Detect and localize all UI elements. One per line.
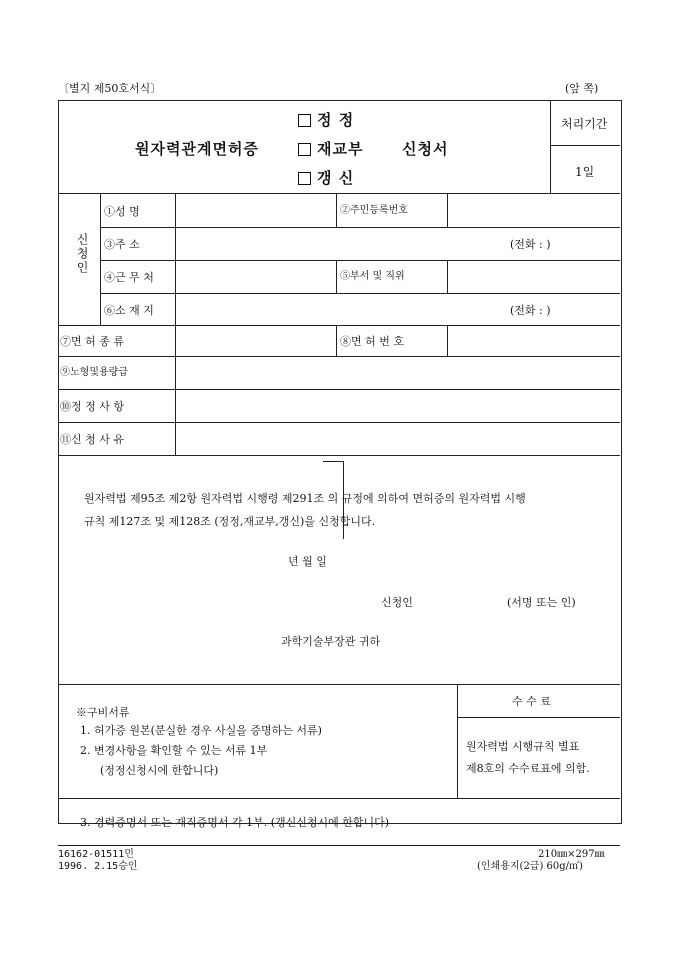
address-field[interactable] (178, 231, 498, 257)
reactor-capacity-field[interactable] (178, 360, 616, 386)
dept-position-field[interactable] (450, 264, 616, 290)
license-type-label: ⑦면 허 종 류 (60, 335, 124, 348)
signature-note: (서명 또는 인) (507, 596, 576, 609)
paper-size: 210㎜×297㎜ (538, 849, 605, 860)
form-title: 원자력관계면허증 (135, 140, 259, 158)
paper-spec: (인쇄용지(2급) 60g/㎡) (477, 861, 583, 872)
fee-line-1: 원자력법 시행규칙 별표 (466, 740, 580, 753)
reason-label: ⑪신 청 사 유 (60, 433, 124, 446)
workplace-field[interactable] (178, 264, 332, 290)
fee-title: 수 수 료 (512, 695, 551, 708)
option-reissue[interactable]: 재교부 (298, 142, 363, 157)
statement-line-1: 원자력법 제95조 제2항 원자력법 시행령 제291조 의 규정에 의하여 면허증의 원자력법 시행 (84, 492, 526, 505)
correction-field[interactable] (178, 393, 616, 419)
fee-line-2: 제8호의 수수료표에 의함. (466, 762, 590, 775)
workplace-label: ④근 무 처 (104, 271, 154, 284)
required-doc-3: 3. 경력증명서 또는 재직증명서 각 1부. (갱신신청시에 한합니다) (80, 816, 390, 829)
reactor-capacity-label: ⑨노형및용량급 (60, 367, 128, 378)
recipient: 과학기술부장관 귀하 (281, 635, 381, 648)
processing-period-value: 1일 (575, 165, 595, 179)
statement-line-2: 규칙 제127조 및 제128조 (정정,재교부,갱신)을 신청합니다. (84, 515, 376, 528)
name-field[interactable] (178, 197, 332, 223)
applicant-sign-label: 신청인 (381, 596, 413, 609)
reason-field[interactable] (178, 426, 616, 452)
checkbox-icon (298, 114, 311, 127)
form-number: 〔별지 제50호서식〕 (58, 82, 162, 95)
page-side: (앞 쪽) (565, 82, 599, 95)
required-doc-2: 2. 변경사항을 확인할 수 있는 서류 1부 (80, 744, 268, 757)
license-number-field[interactable] (450, 328, 616, 353)
rrn-field[interactable] (450, 197, 616, 223)
phone-1: (전화 : ) (510, 238, 551, 251)
checkbox-icon (298, 143, 311, 156)
name-label: ①성 명 (104, 205, 140, 218)
phone-2: (전화 : ) (510, 304, 551, 317)
date-line: 년 월 일 (288, 555, 327, 568)
checkbox-icon (298, 172, 311, 185)
address-label: ③주 소 (104, 238, 140, 251)
option-renewal[interactable]: 갱 신 (298, 171, 354, 186)
correction-label: ⑩정 정 사 항 (60, 400, 124, 413)
location-label: ⑥소 재 지 (104, 304, 154, 317)
license-number-label: ⑧면 허 번 호 (340, 335, 404, 348)
dept-position-label: ⑤부서 및 직위 (340, 271, 405, 282)
license-type-field[interactable] (178, 328, 332, 353)
location-field[interactable] (178, 297, 498, 323)
required-doc-1: 1. 허가증 원본(분실한 경우 사실을 증명하는 서류) (80, 724, 322, 737)
approval-date: 1996. 2.15승인 (58, 861, 138, 872)
rrn-label: ②주민등록번호 (340, 205, 408, 216)
required-doc-2-note: (정정신청시에 한합니다) (100, 764, 219, 777)
required-docs-title: ※구비서류 (76, 706, 130, 719)
form-code: 16162-01511민 (58, 849, 134, 860)
option-correction[interactable]: 정 정 (298, 113, 354, 128)
form-title-suffix: 신청서 (402, 140, 449, 158)
processing-period-label: 처리기간 (561, 117, 608, 131)
applicant-section-label: 신청인 (75, 233, 89, 275)
